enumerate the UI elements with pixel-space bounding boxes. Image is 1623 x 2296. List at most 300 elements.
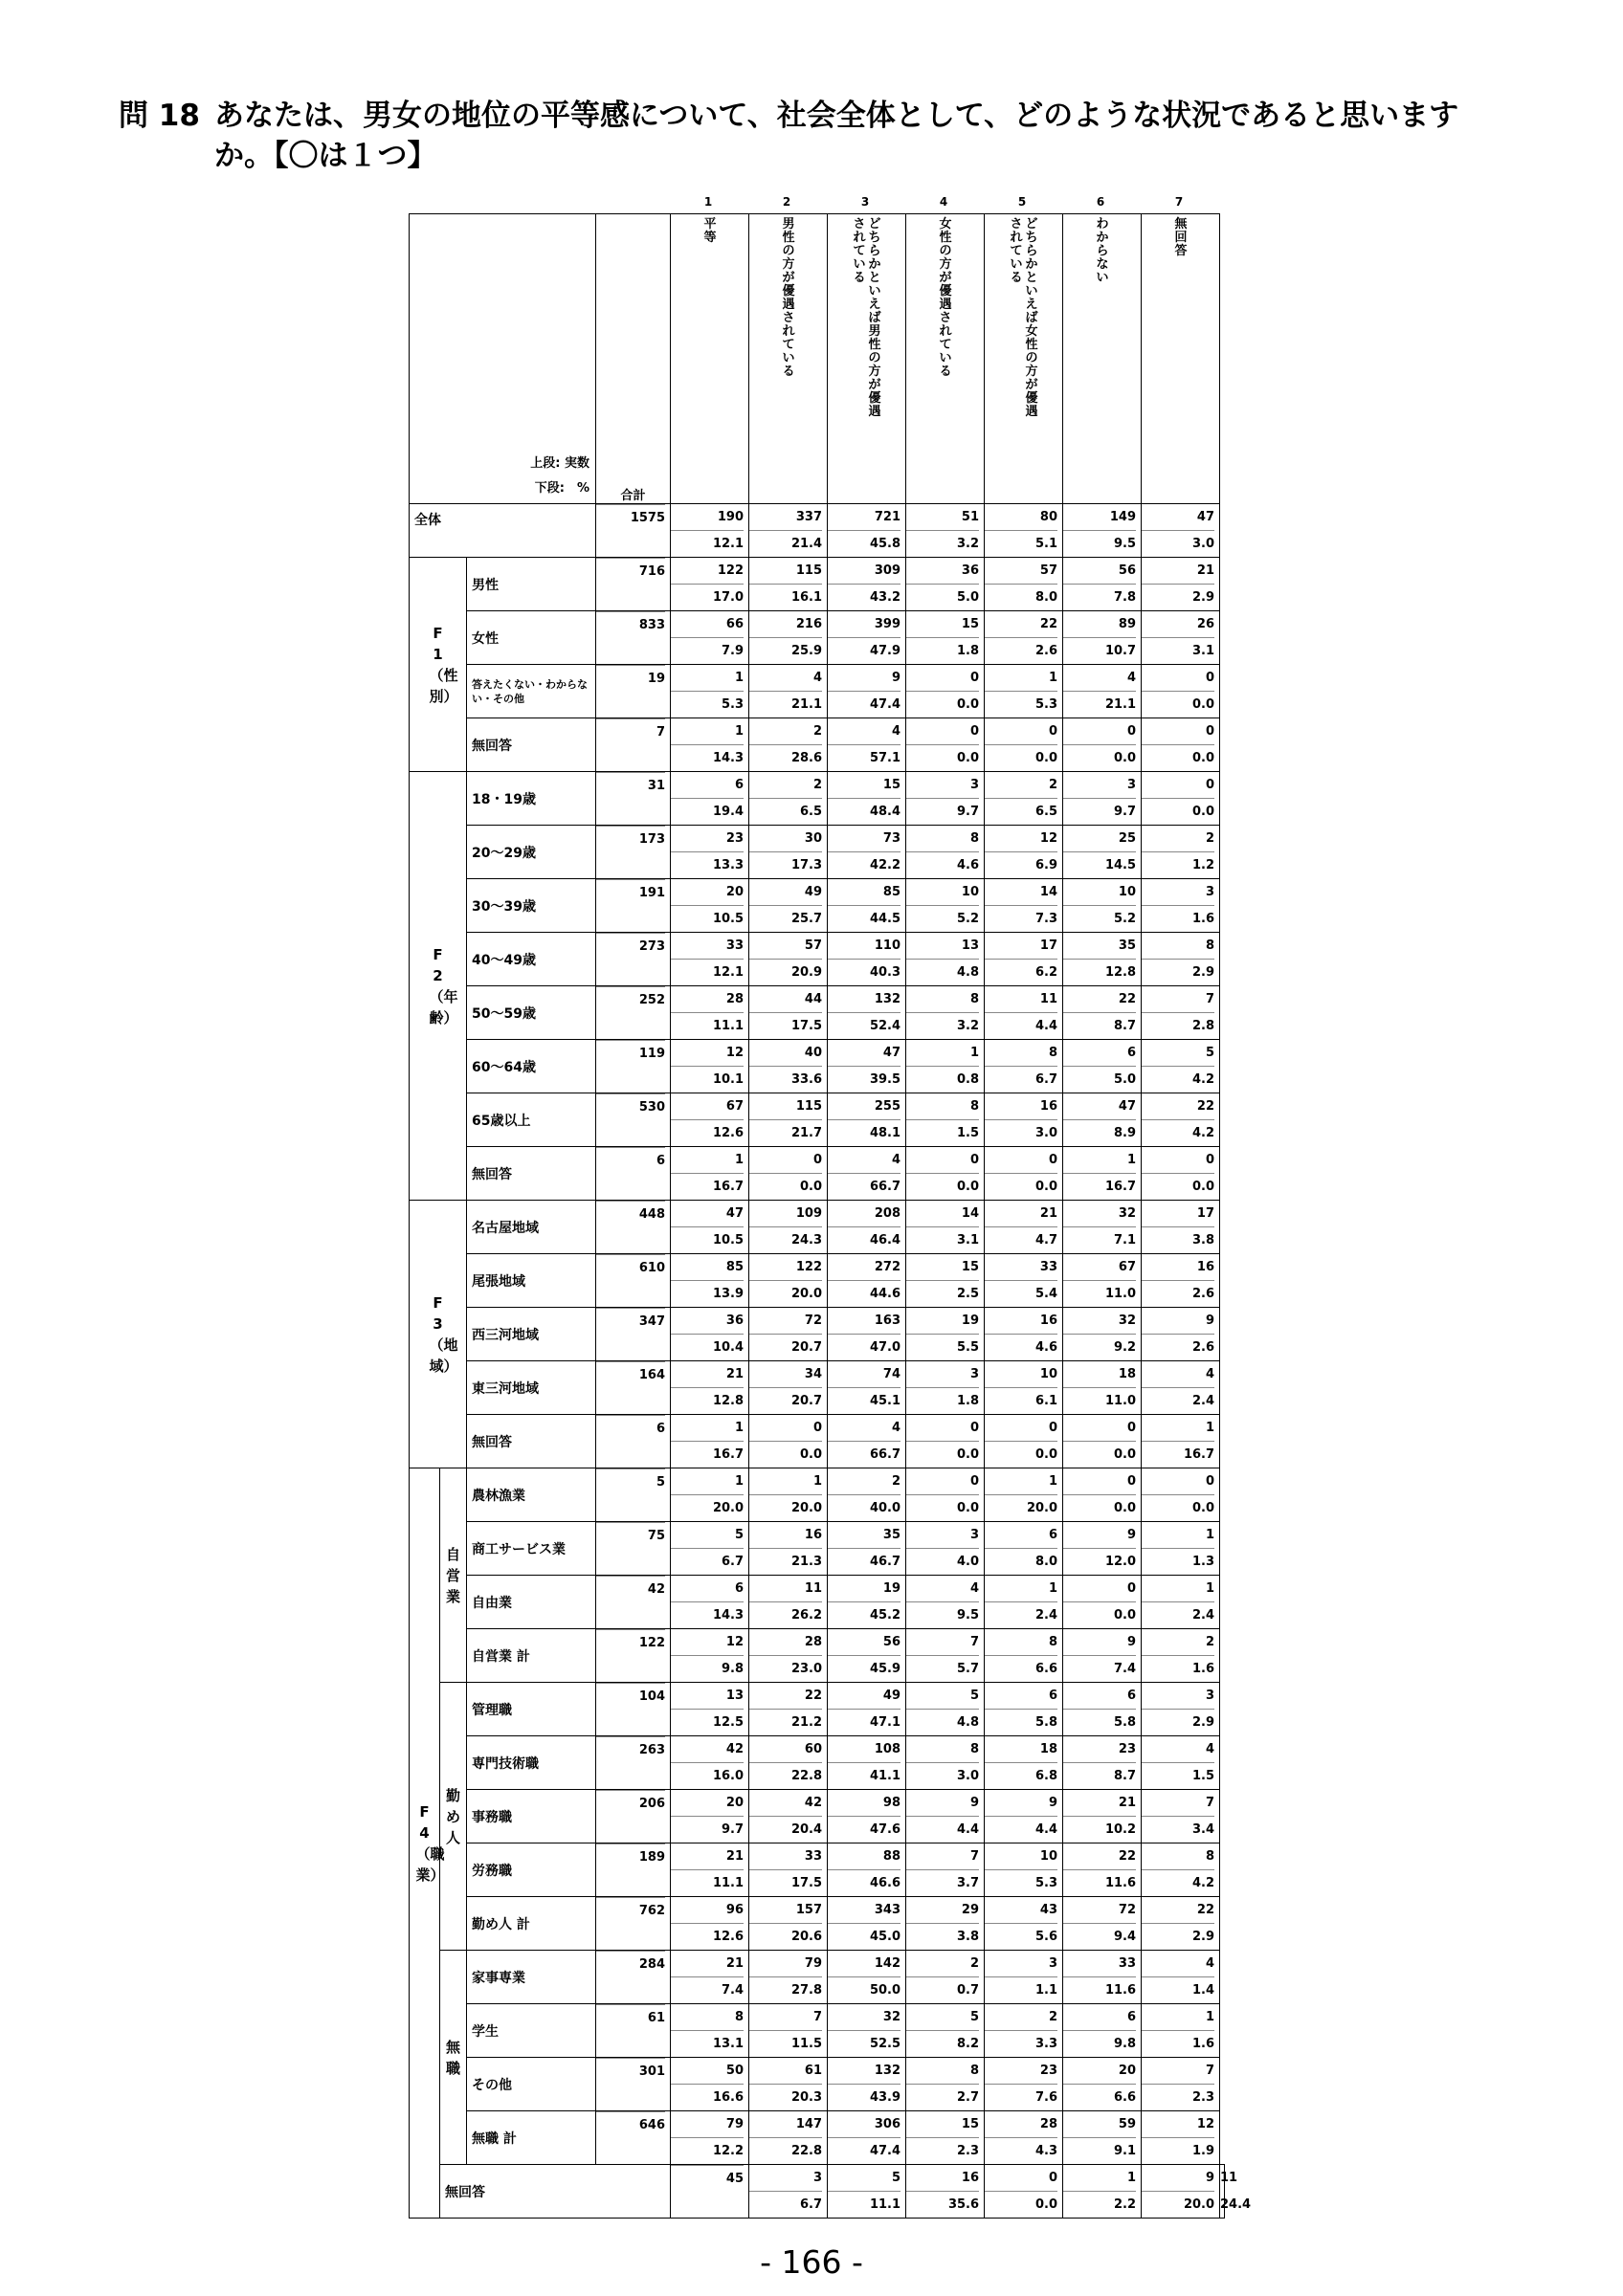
percent-value: 42.2 [828,851,900,878]
legend-bottom: 下段: % [534,481,590,496]
count-value: 1 [734,1153,745,1167]
data-cell [1063,1361,1142,1415]
column-header-text: わからない [1096,217,1109,285]
count-value: 18 [1039,1742,1058,1756]
percent-value: 6.9 [985,851,1057,878]
count-value: 25 [1118,831,1137,846]
row-total [596,1897,671,1951]
percent-value: 17.3 [749,851,822,878]
count-value: 21 [725,1367,745,1381]
count-value: 2 [1048,2010,1058,2024]
data-cell [985,1736,1063,1790]
percent-value: 46.4 [828,1226,900,1253]
count-value: 0 [1205,671,1215,685]
percent-value: 2.4 [985,1601,1057,1628]
table-row [410,2058,1225,2111]
count-value: 306 [874,2117,901,2131]
row-label: 50～59歳 [467,986,596,1040]
data-cell [906,665,985,718]
data-cell [1142,772,1220,826]
count-value: 22 [1196,1903,1215,1917]
count-value: 7 [812,2010,823,2024]
row-total [596,933,671,986]
percent-value: 11.1 [671,1012,744,1039]
percent-value: 26.2 [749,1601,822,1628]
count-value: 13 [961,938,980,953]
percent-value: 22.8 [749,2137,822,2164]
percent-value: 4.2 [1142,1119,1214,1146]
data-cell [985,1254,1063,1308]
percent-value: 8.9 [1063,1119,1136,1146]
count-value: 47 [1196,510,1215,524]
count-value: 343 [874,1903,901,1917]
percent-value: 3.2 [906,1012,979,1039]
percent-value: 17.5 [749,1012,822,1039]
count-value: 60 [804,1742,823,1756]
table-row [410,1576,1225,1629]
percent-value: 20.0 [671,1494,744,1521]
count-value: 0 [1048,2171,1058,2185]
count-value: 4 [1205,1367,1215,1381]
percent-value: 43.9 [828,2084,900,2110]
count-value: 9 [1126,1635,1137,1649]
count-value: 4 [891,1421,901,1435]
count-value: 1 [1205,1421,1215,1435]
count-value: 32 [882,2010,901,2024]
data-cell [985,665,1063,718]
count-value: 19 [961,1314,980,1328]
table-row [410,611,1225,665]
count-value: 10 [1118,885,1137,899]
data-cell [749,933,828,986]
percent-value: 0.0 [1142,798,1214,825]
data-cell [1142,1308,1220,1361]
row-label: 勤め人 計 [467,1897,596,1951]
count-value: 47 [725,1206,745,1221]
row-label: 30～39歳 [467,879,596,933]
percent-value: 0.0 [1063,1494,1136,1521]
total-count: 347 [596,1308,665,1335]
data-cell [985,933,1063,986]
data-cell [1063,718,1142,772]
percent-value: 50.0 [828,1976,900,2003]
data-cell [828,2058,906,2111]
percent-value: 43.2 [828,584,900,610]
percent-value: 16.1 [749,584,822,610]
total-count: 833 [596,611,665,638]
percent-value: 21.4 [749,530,822,557]
column-header-text: 女性の方が優遇されている [939,217,952,379]
count-value: 44 [804,992,823,1006]
percent-value: 5.3 [671,691,744,718]
data-cell [906,1254,985,1308]
data-cell [906,1629,985,1683]
row-total [596,1843,671,1897]
count-value: 9 [1205,2171,1215,2185]
count-value: 47 [1118,1099,1137,1114]
percent-value: 0.0 [749,1441,822,1468]
percent-value: 12.1 [671,530,744,557]
data-cell [749,879,828,933]
data-cell [828,2165,906,2219]
percent-value: 5.0 [906,584,979,610]
percent-value: 9.7 [1063,798,1136,825]
table-row [410,1629,1225,1683]
data-cell [1142,1254,1220,1308]
data-cell [828,1576,906,1629]
count-value: 74 [882,1367,901,1381]
data-cell [1142,1201,1220,1254]
percent-value: 45.1 [828,1387,900,1414]
data-cell [671,1308,749,1361]
row-label: 無回答 [467,718,596,772]
table-row [410,1040,1225,1093]
data-cell [1063,1629,1142,1683]
data-cell [1142,1093,1220,1147]
data-cell [1142,665,1220,718]
count-value: 11 [804,1581,823,1596]
data-cell [906,1522,985,1576]
data-cell [985,1468,1063,1522]
percent-value: 12.8 [1063,959,1136,985]
row-total [596,826,671,879]
row-label: 管理職 [467,1683,596,1736]
data-cell [749,1843,828,1897]
percent-value: 2.8 [1142,1012,1214,1039]
data-cell [749,665,828,718]
percent-value: 47.9 [828,637,900,664]
percent-value: 4.6 [985,1334,1057,1360]
data-cell [906,1093,985,1147]
count-value: 399 [874,617,901,631]
percent-value: 12.2 [671,2137,744,2164]
row-label: 40～49歳 [467,933,596,986]
data-cell [1142,1040,1220,1093]
percent-value: 6.6 [985,1655,1057,1682]
percent-value: 8.2 [906,2030,979,2057]
row-label: 東三河地域 [467,1361,596,1415]
percent-value: 7.1 [1063,1226,1136,1253]
percent-value: 16.7 [671,1441,744,1468]
percent-value: 5.3 [985,691,1057,718]
data-cell [985,1629,1063,1683]
table-row [410,1951,1225,2004]
count-value: 1 [1048,671,1058,685]
data-cell [1063,1736,1142,1790]
count-value: 132 [874,2064,901,2078]
column-header [671,214,749,504]
count-value: 23 [1039,2064,1058,2078]
count-value: 30 [804,831,823,846]
count-value: 4 [891,724,901,739]
data-cell [749,1201,828,1254]
count-value: 163 [874,1314,901,1328]
data-cell [749,2058,828,2111]
data-cell [1142,1522,1220,1576]
percent-value: 2.4 [1142,1387,1214,1414]
column-header [1063,214,1142,504]
row-total [596,1093,671,1147]
data-cell [1142,558,1220,611]
column-header-text: 平等 [703,217,717,245]
data-cell [1063,1147,1142,1201]
percent-value: 2.4 [1142,1601,1214,1628]
percent-value: 40.3 [828,959,900,985]
data-cell [1063,1683,1142,1736]
percent-value: 0.0 [985,1441,1057,1468]
table-row [410,1790,1225,1843]
data-cell [749,1468,828,1522]
percent-value: 10.7 [1063,637,1136,664]
table-row [410,1468,1225,1522]
table-row [410,504,1225,558]
question-text-line2: か。【〇は１つ】 [214,139,437,173]
row-total [596,718,671,772]
count-value: 14 [1039,885,1058,899]
page-number: - 166 - [760,2243,863,2281]
column-header-text: どちらかといえば女性の方が優遇 [1025,217,1038,419]
column-number: 2 [782,195,791,209]
count-value: 6 [1126,1689,1137,1703]
row-total [596,665,671,718]
row-label: 18・19歳 [467,772,596,826]
data-cell [828,2111,906,2165]
count-value: 4 [1205,1742,1215,1756]
percent-value: 11.0 [1063,1387,1136,1414]
count-value: 85 [725,1260,745,1274]
percent-value: 0.0 [1142,691,1214,718]
percent-value: 20.0 [1142,2191,1214,2218]
data-cell [985,1147,1063,1201]
data-cell [671,558,749,611]
percent-value: 3.1 [906,1226,979,1253]
data-cell [1142,2058,1220,2111]
data-cell [985,2111,1063,2165]
count-value: 14 [961,1206,980,1221]
percent-value: 17.5 [749,1869,822,1896]
percent-value: 7.6 [985,2084,1057,2110]
data-cell [1063,826,1142,879]
table-row [410,665,1225,718]
data-cell [1063,2058,1142,2111]
percent-value: 4.7 [985,1226,1057,1253]
percent-value: 3.8 [1142,1226,1214,1253]
table-row [410,1415,1225,1468]
percent-value: 1.6 [1142,905,1214,932]
count-value: 8 [969,831,980,846]
data-cell [985,1576,1063,1629]
data-cell [671,772,749,826]
data-cell [749,1522,828,1576]
row-label: 事務職 [467,1790,596,1843]
data-cell [671,1254,749,1308]
percent-value: 9.7 [906,798,979,825]
count-value: 16 [1039,1099,1058,1114]
data-cell [671,1843,749,1897]
data-cell [1142,1897,1220,1951]
percent-value: 5.8 [985,1709,1057,1735]
count-value: 1 [734,724,745,739]
count-value: 2 [812,778,823,792]
count-value: 2 [1205,1635,1215,1649]
data-cell [906,1415,985,1468]
total-count: 284 [596,1951,665,1977]
table-row [410,1683,1225,1736]
group-label-f2: F2（年齢） [410,772,467,1201]
data-cell [828,1415,906,1468]
percent-value: 1.6 [1142,2030,1214,2057]
percent-value: 0.0 [906,1441,979,1468]
count-value: 28 [804,1635,823,1649]
percent-value: 4.3 [985,2137,1057,2164]
data-cell [828,1683,906,1736]
data-cell [985,1790,1063,1843]
percent-value: 1.2 [1142,851,1214,878]
percent-value: 0.0 [906,1494,979,1521]
count-value: 1 [1048,1581,1058,1596]
total-count: 530 [596,1093,665,1120]
row-label: 女性 [467,611,596,665]
legend-top: 上段: 実数 [530,456,590,471]
table-row [410,933,1225,986]
percent-value: 25.7 [749,905,822,932]
count-value: 3 [1205,885,1215,899]
data-cell [749,1683,828,1736]
percent-value: 46.6 [828,1869,900,1896]
data-cell [906,1951,985,2004]
count-value: 43 [1039,1903,1058,1917]
data-cell [828,504,906,558]
count-value: 2 [1048,778,1058,792]
data-cell [985,2165,1063,2219]
count-value: 34 [804,1367,823,1381]
data-cell [985,1897,1063,1951]
count-value: 51 [961,510,980,524]
count-value: 272 [874,1260,901,1274]
table-row [410,1147,1225,1201]
data-cell [1142,1415,1220,1468]
count-value: 0 [1205,1474,1215,1489]
percent-value: 0.0 [1063,1441,1136,1468]
percent-value: 44.5 [828,905,900,932]
percent-value: 17.0 [671,584,744,610]
percent-value: 16.0 [671,1762,744,1789]
percent-value: 8.7 [1063,1012,1136,1039]
data-cell [828,558,906,611]
percent-value: 48.1 [828,1119,900,1146]
question-number: 問 18 [119,99,200,133]
count-value: 20 [1118,2064,1137,2078]
column-numbers [0,195,1623,210]
percent-value: 2.9 [1142,959,1214,985]
row-label: 専門技術職 [467,1736,596,1790]
data-cell [671,1736,749,1790]
count-value: 23 [1118,1742,1137,1756]
data-cell [828,1790,906,1843]
percent-value: 9.1 [1063,2137,1136,2164]
percent-value: 20.7 [749,1387,822,1414]
percent-value: 9.7 [671,1816,744,1843]
count-value: 89 [1118,617,1137,631]
data-cell [1063,1415,1142,1468]
percent-value: 16.6 [671,2084,744,2110]
percent-value: 4.4 [906,1816,979,1843]
count-value: 1 [969,1046,980,1060]
total-header: 合計 [596,214,671,504]
data-cell [1063,1468,1142,1522]
data-cell [906,2004,985,2058]
data-cell [828,826,906,879]
count-value: 2 [969,1956,980,1971]
row-label: 20～29歳 [467,826,596,879]
count-value: 61 [804,2064,823,2078]
count-value: 15 [961,1260,980,1274]
data-cell [1142,2165,1220,2219]
row-total [596,1951,671,2004]
percent-value: 1.8 [906,637,979,664]
percent-value: 21.3 [749,1548,822,1575]
row-total [596,772,671,826]
data-cell [828,1147,906,1201]
percent-value: 3.3 [985,2030,1057,2057]
percent-value: 52.5 [828,2030,900,2057]
row-label: 自由業 [467,1576,596,1629]
data-cell [749,1576,828,1629]
percent-value: 0.0 [906,744,979,771]
percent-value: 4.6 [906,851,979,878]
count-value: 42 [725,1742,745,1756]
percent-value: 2.7 [906,2084,979,2110]
data-cell [985,1308,1063,1361]
percent-value: 5.1 [985,530,1057,557]
count-value: 6 [1126,2010,1137,2024]
count-value: 1 [1205,2010,1215,2024]
data-cell [906,1147,985,1201]
count-value: 28 [1039,2117,1058,2131]
percent-value: 6.6 [1063,2084,1136,2110]
data-cell [749,2004,828,2058]
count-value: 21 [1196,563,1215,578]
count-value: 49 [804,885,823,899]
percent-value: 12.1 [671,959,744,985]
percent-value: 35.6 [906,2191,979,2218]
percent-value: 4.2 [1142,1066,1214,1093]
percent-value: 45.2 [828,1601,900,1628]
data-cell [1063,558,1142,611]
data-cell [671,1522,749,1576]
data-cell [671,986,749,1040]
percent-value: 1.8 [906,1387,979,1414]
row-total [596,558,671,611]
column-header-text: 無回答 [1174,217,1188,258]
count-value: 10 [1039,1849,1058,1864]
total-count: 301 [596,2058,665,2085]
question-text-line1: あなたは、男女の地位の平等感について、社会全体として、どのような状況であると思います [214,99,1459,133]
percent-value: 33.6 [749,1066,822,1093]
data-cell [1063,2004,1142,2058]
percent-value: 6.8 [985,1762,1057,1789]
count-value: 72 [1118,1903,1137,1917]
percent-value: 66.7 [828,1173,900,1200]
count-value: 23 [725,831,745,846]
row-label: 男性 [467,558,596,611]
count-value: 21 [1039,1206,1058,1221]
total-count: 119 [596,1040,665,1067]
percent-value: 12.8 [671,1387,744,1414]
data-cell [985,879,1063,933]
row-total [596,879,671,933]
data-cell [985,611,1063,665]
